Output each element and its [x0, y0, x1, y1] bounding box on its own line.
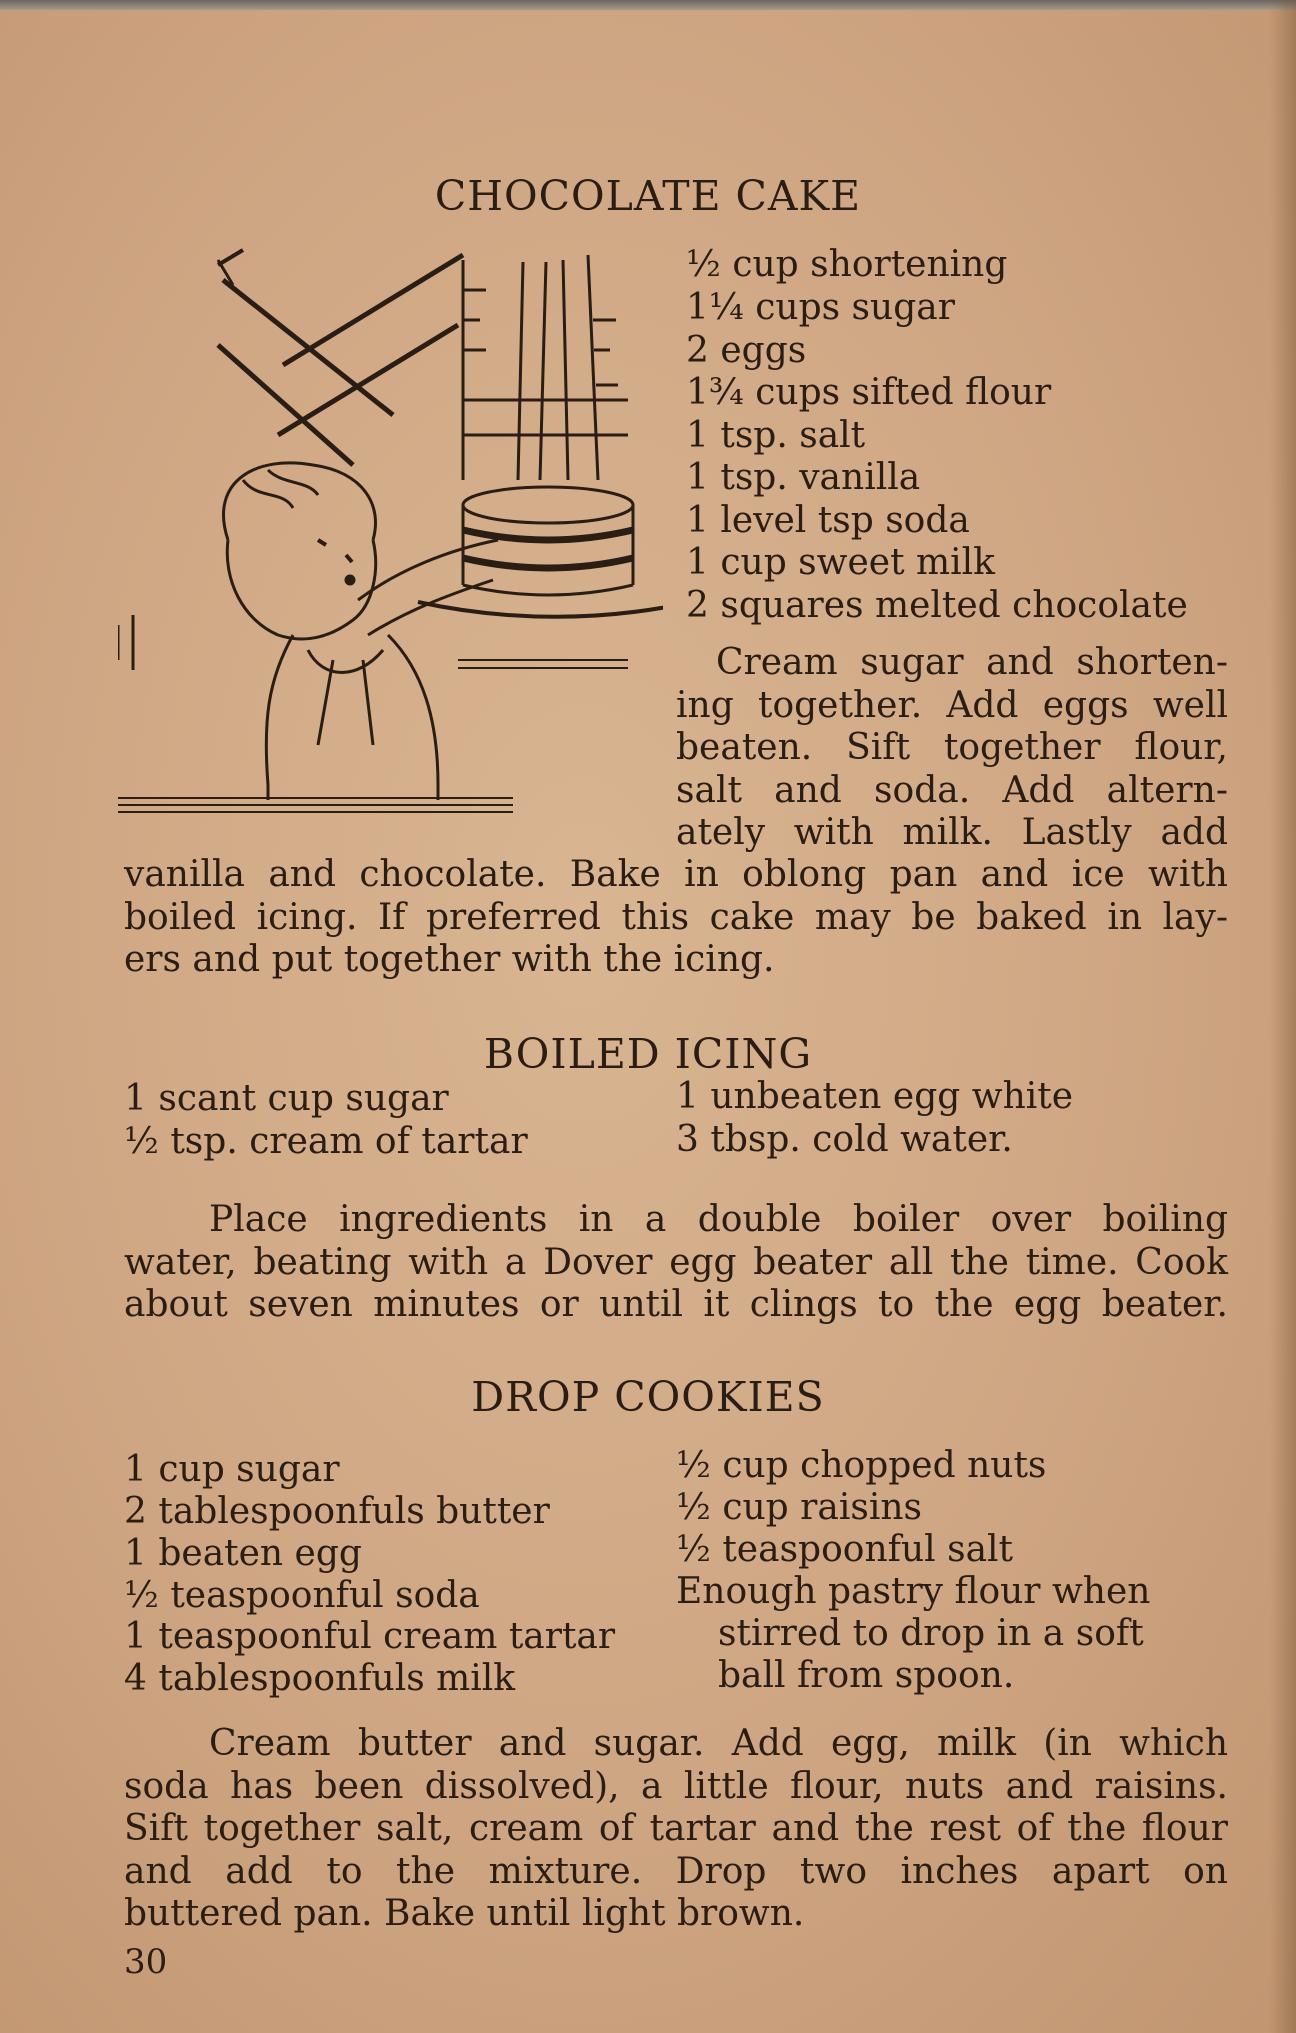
icing-ingredient: ½ tsp. cream of tartar [124, 1121, 528, 1162]
chocolate-cake-title: CHOCOLATE CAKE [434, 172, 862, 220]
cake-ingredient: 1¾ cups sifted flour [686, 372, 1052, 413]
cookie-ingredient: ball from spoon. [718, 1655, 1015, 1696]
text-line: and add to the mixture. Drop two inches apart on [124, 1850, 1228, 1892]
text-line: Place ingredients in a double boiler over boiling [209, 1199, 1228, 1240]
page-number: 30 [124, 1942, 168, 1982]
drop-cookies-title: DROP COOKIES [471, 1373, 825, 1421]
page-binding-shadow [1270, 0, 1296, 2033]
cookie-ingredient: ½ cup chopped nuts [676, 1445, 1047, 1486]
cake-ingredient: 1¼ cups sugar [686, 287, 955, 328]
girl-with-cake-illustration [118, 240, 663, 840]
cake-ingredient: 1 cup sweet milk [686, 542, 995, 583]
cookie-ingredient: 2 tablespoonfuls butter [124, 1491, 550, 1532]
icing-ingredient: 1 scant cup sugar [124, 1078, 449, 1119]
cookie-ingredient: ½ teaspoonful salt [676, 1529, 1014, 1570]
icing-method [124, 1199, 1228, 1327]
text-line: salt and soda. Add altern- [676, 769, 1228, 811]
cookie-ingredient: Enough pastry flour when [676, 1571, 1151, 1612]
cookie-ingredient: ½ cup raisins [676, 1487, 923, 1528]
cookie-ingredient: 1 teaspoonful cream tartar [124, 1616, 616, 1657]
cake-ingredient: 1 tsp. vanilla [686, 457, 921, 498]
text-line: soda has been dissolved), a little flour, nuts and raisins. [124, 1765, 1228, 1807]
cookie-ingredient: 4 tablespoonfuls milk [124, 1658, 516, 1699]
cookies-method [124, 1723, 1228, 1936]
page-top-edge [0, 0, 1296, 10]
cake-ingredient: ½ cup shortening [686, 244, 1008, 285]
text-line: vanilla and chocolate. Bake in oblong pan and ice with [124, 854, 1228, 895]
cake-ingredient: 1 tsp. salt [686, 415, 866, 456]
text-line: ers and put together with the icing. [124, 939, 775, 980]
cake-ingredient: 1 level tsp soda [686, 500, 970, 541]
text-line: ing together. Add eggs well [676, 684, 1228, 726]
cake-ingredient: 2 squares melted chocolate [686, 585, 1188, 626]
cookie-ingredient: stirred to drop in a soft [718, 1613, 1144, 1654]
text-line: ately with milk. Lastly add [676, 812, 1228, 853]
cookie-ingredient: ½ teaspoonful soda [124, 1575, 480, 1616]
text-line: boiled icing. If preferred this cake may be baked in lay- [124, 896, 1228, 938]
icing-ingredient: 1 unbeaten egg white [676, 1076, 1074, 1117]
text-line: Sift together salt, cream of tartar and the rest of the flour [124, 1808, 1228, 1849]
cake-method-upper [676, 642, 1228, 855]
cake-ingredient: 2 eggs [686, 330, 807, 371]
icing-ingredient: 3 tbsp. cold water. [676, 1119, 1013, 1160]
text-line: Cream sugar and shorten- [716, 642, 1228, 683]
boiled-icing-title: BOILED ICING [483, 1030, 813, 1078]
cookie-ingredient: 1 cup sugar [124, 1449, 340, 1490]
cookie-ingredient: 1 beaten egg [124, 1533, 362, 1574]
text-line: Cream butter and sugar. Add egg, milk (in which [209, 1723, 1228, 1764]
text-line: about seven minutes or until it clings to the egg beater. [124, 1284, 1228, 1325]
cake-method-lower [124, 854, 1228, 982]
text-line: water, beating with a Dover egg beater all the time. Cook [124, 1241, 1228, 1283]
text-line: beaten. Sift together flour, [676, 727, 1228, 768]
text-line: buttered pan. Bake until light brown. [124, 1893, 805, 1934]
